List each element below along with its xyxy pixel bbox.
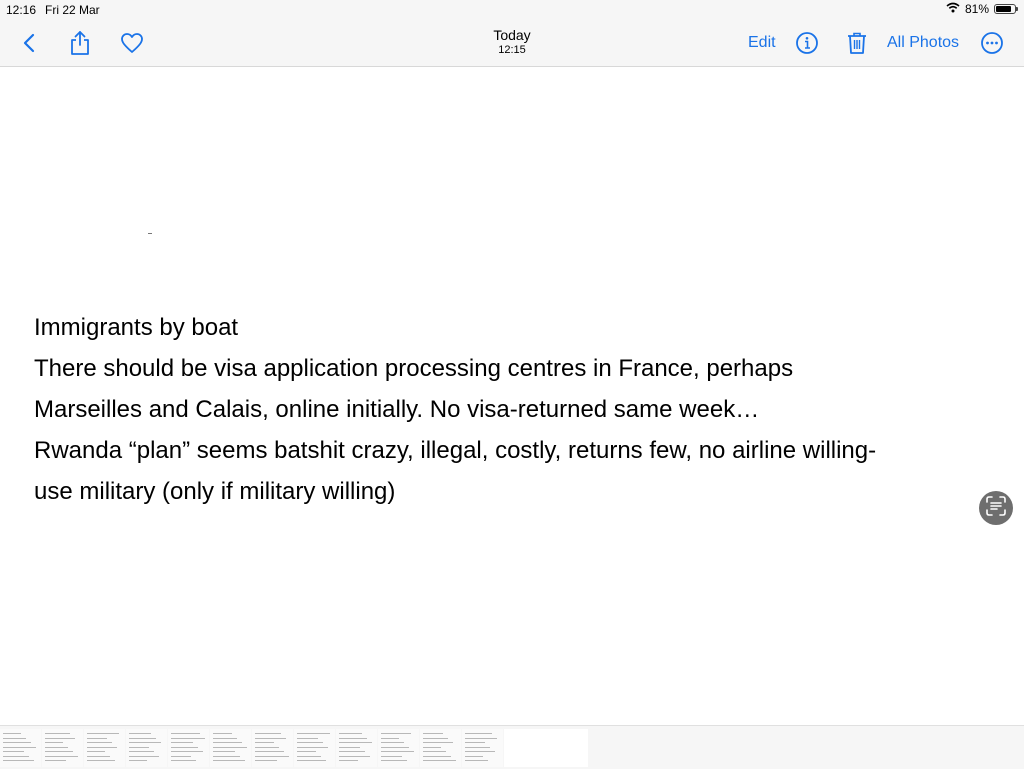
thumbnail-line (381, 751, 414, 752)
status-time: 12:16 (6, 3, 37, 17)
thumbnail-line (465, 738, 497, 739)
thumbnail-line (129, 756, 159, 757)
thumbnail-line (465, 733, 492, 734)
thumbnail-line (339, 738, 367, 739)
photo-text-line: Rwanda “plan” seems batshit crazy, illegal, costly, returns few, no airline willing- (34, 437, 877, 464)
thumbnail[interactable] (294, 729, 335, 767)
thumbnail-line (3, 751, 24, 752)
thumbnail-line (213, 747, 247, 748)
thumbnail-line (339, 733, 362, 734)
trash-icon[interactable] (844, 30, 870, 56)
nav-title-block (0, 27, 1024, 56)
status-date: Fri 22 Mar (45, 3, 100, 17)
thumbnail-line (3, 733, 21, 734)
page-subtitle: 12:15 (498, 44, 526, 56)
thumbnail-line (339, 751, 365, 752)
thumbnail-line (381, 756, 402, 757)
thumbnail[interactable] (210, 729, 251, 767)
thumbnail-line (213, 742, 242, 743)
photo-text-line: Immigrants by boat (34, 314, 239, 341)
thumbnail-line (45, 747, 68, 748)
thumbnail-line (423, 742, 453, 743)
thumbnail[interactable] (420, 729, 461, 767)
thumbnail-line (381, 738, 399, 739)
thumbnail-line (87, 756, 110, 757)
thumbnail[interactable] (462, 729, 503, 767)
thumbnail-line (339, 756, 370, 757)
thumbnail-line (255, 760, 277, 761)
thumbnail-line (213, 738, 237, 739)
thumbnail-line (255, 742, 274, 743)
thumbnail-line (213, 756, 240, 757)
thumbnail-line (171, 756, 191, 757)
photo-text-line: Marseilles and Calais, online initially. No visa-returned same week… (34, 396, 760, 423)
thumbnail-line (3, 760, 34, 761)
thumbnail-line (339, 742, 372, 743)
thumbnail-line (213, 751, 235, 752)
thumbnail-line (465, 760, 488, 761)
thumbnail[interactable] (378, 729, 419, 767)
thumbnail-line (129, 747, 149, 748)
thumbnail-line (255, 756, 289, 757)
thumbnail-line (465, 751, 495, 752)
thumbnail-line (129, 760, 147, 761)
thumbnail-line (339, 760, 358, 761)
thumbnail[interactable] (252, 729, 293, 767)
thumbnail-line (171, 760, 196, 761)
live-text-icon (985, 495, 1007, 522)
navigation-bar (0, 20, 1024, 67)
battery-icon (994, 4, 1016, 14)
thumbnail-line (45, 738, 75, 739)
thumbnail-line (45, 760, 66, 761)
thumbnail-line (255, 751, 284, 752)
thumbnail-line (213, 760, 245, 761)
thumbnail-line (129, 738, 156, 739)
thumbnail-line (255, 747, 279, 748)
thumbnail-line (297, 760, 326, 761)
thumbnail-line (213, 733, 232, 734)
thumbnail-line (465, 747, 490, 748)
thumbnail-line (171, 738, 205, 739)
thumbnail-line (423, 747, 441, 748)
thumbnail-line (297, 742, 323, 743)
live-text-button[interactable] (979, 491, 1013, 525)
thumbnail-line (3, 738, 26, 739)
thumbnail[interactable] (168, 729, 209, 767)
photo-text-line: There should be visa application processing centres in France, perhaps (34, 355, 794, 382)
thumbnail-line (423, 738, 448, 739)
status-bar (0, 0, 1024, 20)
thumbnail-line (87, 747, 117, 748)
thumbnail-line (129, 751, 154, 752)
photo-text-content (34, 307, 994, 512)
thumbnail-line (423, 756, 451, 757)
thumbnail-line (297, 747, 328, 748)
thumbnail-line (129, 742, 161, 743)
thumbnail[interactable] (42, 729, 83, 767)
page-title: Today (493, 27, 531, 43)
thumbnail-line (339, 747, 360, 748)
photo-speck (148, 233, 152, 234)
thumbnail-line (3, 747, 36, 748)
thumbnail-line (87, 751, 105, 752)
thumbnail[interactable] (0, 729, 41, 767)
thumbnail-line (423, 733, 443, 734)
thumbnail-current[interactable] (504, 729, 588, 767)
thumbnail[interactable] (84, 729, 125, 767)
thumbnail-line (45, 733, 70, 734)
thumbnail-line (297, 733, 330, 734)
thumbnail-line (129, 733, 151, 734)
thumbnail-line (381, 733, 411, 734)
thumbnail-line (171, 747, 198, 748)
thumbnail-line (297, 751, 316, 752)
thumbnail[interactable] (336, 729, 377, 767)
thumbnail-line (171, 742, 193, 743)
thumbnail-line (87, 738, 107, 739)
battery-percentage: 81% (964, 2, 989, 16)
thumbnail-line (45, 751, 73, 752)
all-photos-button[interactable]: All Photos (887, 34, 960, 51)
photo-text-line: use military (only if military willing) (34, 478, 396, 505)
thumbnail-line (381, 760, 407, 761)
thumbnail-line (3, 742, 31, 743)
thumbnail-line (297, 756, 321, 757)
thumbnail-line (423, 760, 456, 761)
thumbnail-line (423, 751, 446, 752)
thumbnail-line (45, 756, 78, 757)
edit-button[interactable]: Edit (748, 34, 776, 51)
info-icon[interactable] (794, 30, 820, 56)
thumbnail-line (255, 733, 281, 734)
thumbnail-line (297, 738, 318, 739)
thumbnail[interactable] (126, 729, 167, 767)
thumbnail-list (0, 729, 588, 767)
wifi-icon (946, 2, 960, 16)
thumbnail-line (3, 756, 29, 757)
thumbnail-line (381, 747, 409, 748)
thumbnail-line (87, 760, 115, 761)
thumbnail-line (465, 742, 485, 743)
more-icon[interactable] (979, 30, 1005, 56)
thumbnail-line (381, 742, 404, 743)
thumbnail-strip[interactable] (0, 725, 1024, 769)
thumbnail-line (87, 742, 112, 743)
status-right (946, 2, 1016, 16)
thumbnail-line (255, 738, 286, 739)
thumbnail-line (45, 742, 63, 743)
thumbnail-line (87, 733, 119, 734)
thumbnail-line (465, 756, 483, 757)
thumbnail-line (171, 751, 203, 752)
thumbnail-line (171, 733, 200, 734)
